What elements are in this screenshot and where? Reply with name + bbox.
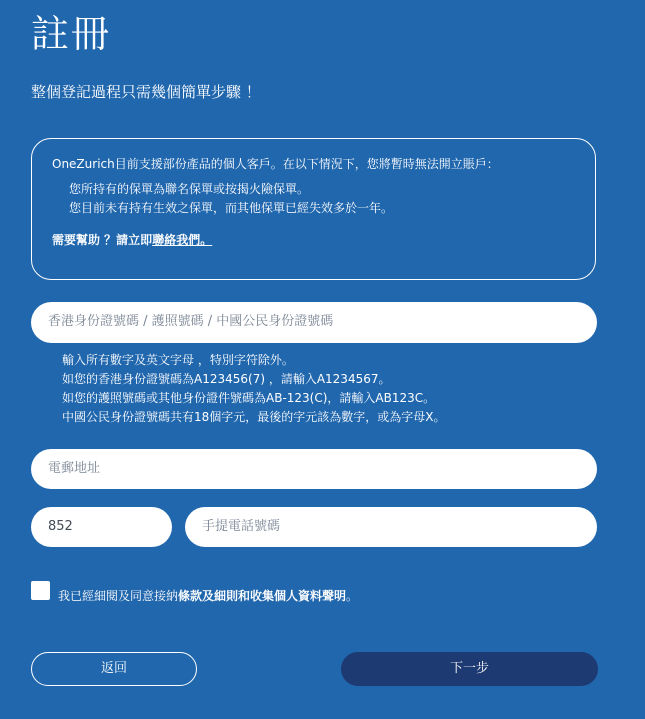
hint-line: 如您的護照號碼或其他身份證件號碼為AB-123(C)，請輸入AB123C。 xyxy=(62,391,436,405)
notice-bullet: 您所持有的保單為聯名保單或按揭火險保單。 xyxy=(69,182,310,196)
agree-prefix: 我已經細閱及同意接納 xyxy=(58,589,179,603)
id-hints xyxy=(62,351,446,427)
email-placeholder: 電郵地址 xyxy=(48,461,101,476)
mobile-number-placeholder: 手提電話號碼 xyxy=(202,519,281,534)
next-button[interactable]: 下一步 xyxy=(341,652,598,686)
notice-box xyxy=(31,138,596,280)
agree-suffix: 。 xyxy=(346,589,359,603)
id-number-input[interactable] xyxy=(31,302,597,343)
page-title: 註冊 xyxy=(31,12,112,56)
notice-help xyxy=(52,231,575,250)
mobile-number-input[interactable] xyxy=(185,507,597,547)
country-code-value: 852 xyxy=(48,519,73,534)
hint-line: 中國公民身份證號碼共有18個字元，最後的字元該為數字，或為字母X。 xyxy=(62,410,446,424)
email-input[interactable] xyxy=(31,449,597,489)
notice-intro: OneZurich目前支援部份產品的個人客戶。在以下情況下，您將暫時無法開立賬戶： xyxy=(52,157,499,171)
hint-line: 輸入所有數字及英文字母 ，特別字符除外。 xyxy=(62,353,294,367)
page-subtitle: 整個登記過程只需幾個簡單步驟 ！ xyxy=(31,83,261,101)
notice-bullet: 您目前未有持有生效之保單，而其他保單已經失效多於一年。 xyxy=(69,201,394,215)
country-code-input[interactable] xyxy=(31,507,172,547)
hint-line: 如您的香港身份證號碼為A123456(7) ，請輸入A1234567。 xyxy=(62,372,391,386)
back-button[interactable]: 返回 xyxy=(31,652,197,686)
id-number-placeholder: 香港身份證號碼 / 護照號碼 / 中國公民身份證號碼 xyxy=(48,314,334,329)
help-prefix: 需要幫助 ？請立即 xyxy=(52,233,153,247)
contact-us-link[interactable]: 聯絡我們。 xyxy=(152,233,213,247)
agree-label xyxy=(58,587,358,605)
agree-checkbox[interactable] xyxy=(31,581,50,600)
terms-link[interactable]: 條款及細則和收集個人資料聲明 xyxy=(178,589,347,603)
